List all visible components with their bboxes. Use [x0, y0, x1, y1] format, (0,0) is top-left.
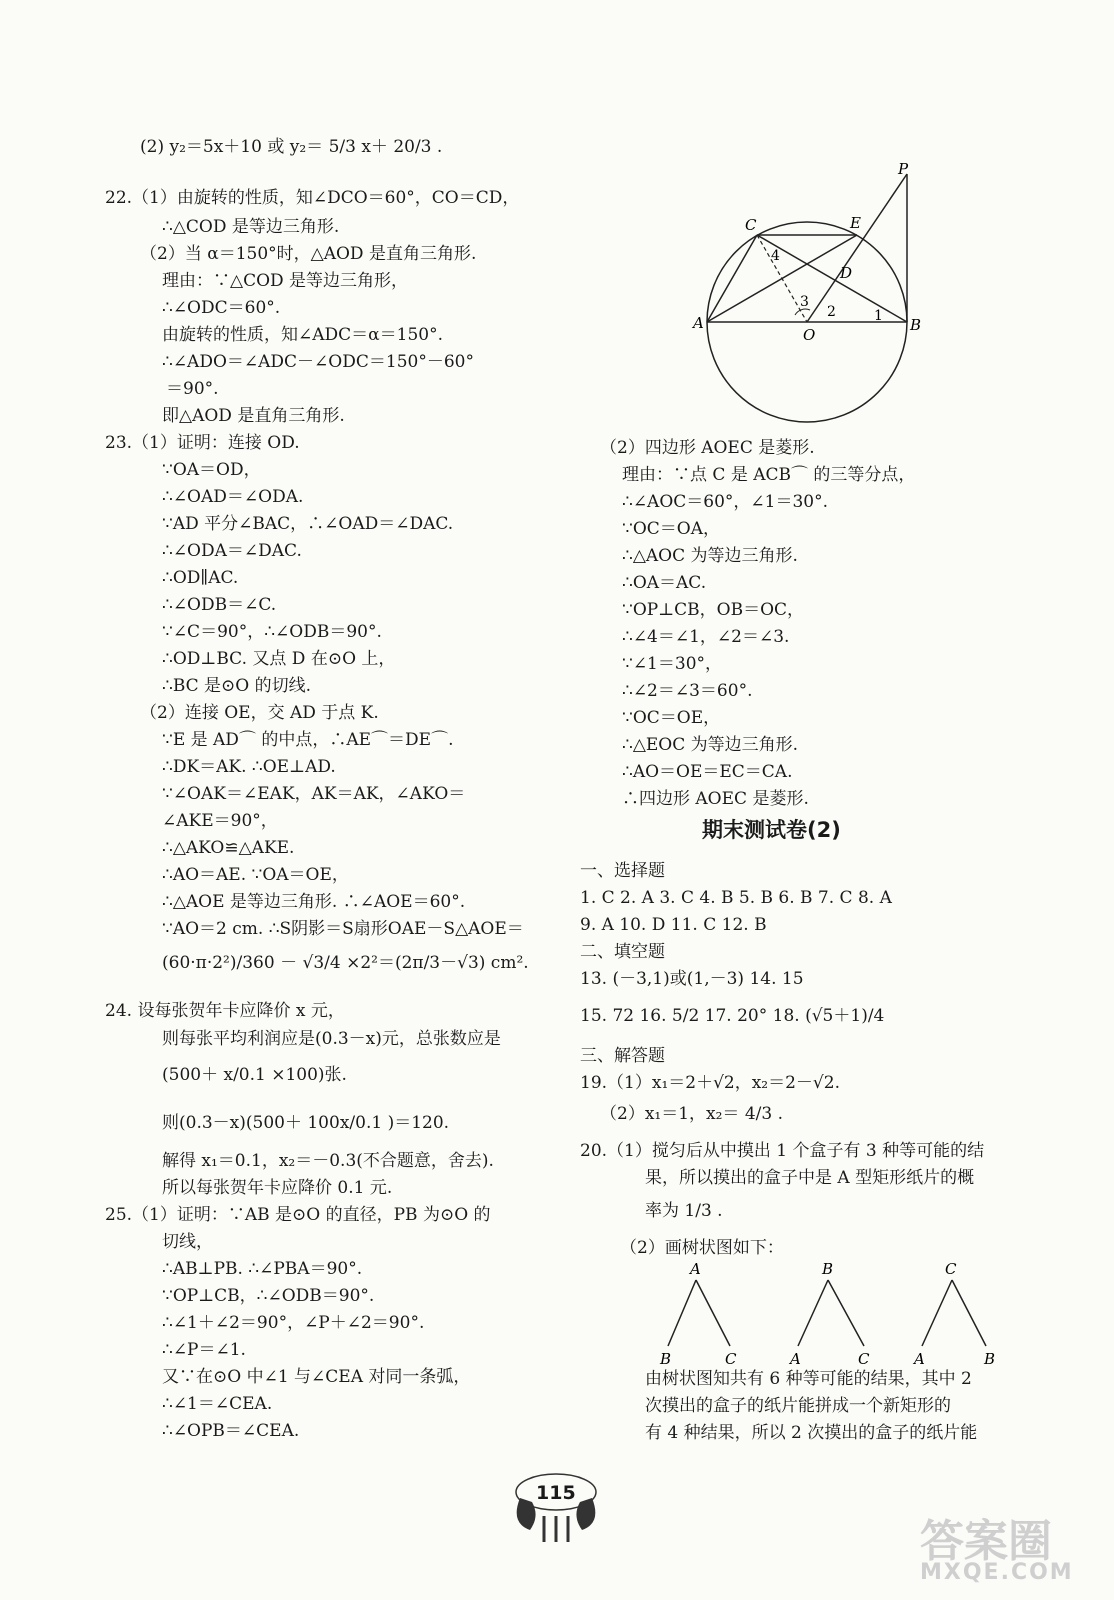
tree-root: B [822, 1260, 834, 1278]
text-line: ∴∠ODC＝60°. [162, 298, 281, 318]
text-line: 19.（1）x₁＝2＋√2，x₂＝2－√2. [580, 1073, 840, 1093]
text-line: ∴AO＝AE. ∵OA＝OE， [162, 865, 349, 885]
text-line: 则每张平均利润应是(0.3－x)元，总张数应是 [162, 1029, 501, 1049]
text-line: 9. A 10. D 11. C 12. B [580, 915, 767, 935]
tree-A [659, 1260, 737, 1368]
text-line: ∴OD⊥BC. 又点 D 在⊙O 上， [162, 649, 396, 669]
text-line: ∵∠1＝30°， [622, 654, 723, 674]
text-line: ∵OA＝OD， [162, 460, 261, 480]
text-line: (60·π·2²)/360 － √3/4 ×2²＝(2π/3－√3) cm². [162, 953, 529, 973]
text-line: 一、选择题 [580, 861, 665, 881]
tree-B [788, 1260, 870, 1368]
page-number-ornament [500, 1468, 612, 1548]
text-line: （2）四边形 AOEC 是菱形. [600, 438, 815, 458]
text-line: ∵OC＝OA， [622, 519, 720, 539]
text-line: (500＋ x/0.1 ×100)张. [162, 1065, 347, 1085]
text-line: ∴∠OAD＝∠ODA. [162, 487, 304, 507]
text-line: ∴△EOC 为等边三角形. [622, 735, 799, 755]
text-line: ∵∠C＝90°，∴∠ODB＝90°. [162, 622, 382, 642]
text-line: ∴∠AOC＝60°，∠1＝30°. [622, 492, 829, 512]
text-line: 13. (－3,1)或(1,－3) 14. 15 [580, 969, 804, 989]
text-line: 理由：∵点 C 是 ACB⌒ 的三等分点， [622, 465, 916, 485]
text-line: 24. 设每张贺年卡应降价 x 元， [105, 1001, 345, 1021]
text-line: 切线， [162, 1232, 213, 1252]
text-line: 即△AOD 是直角三角形. [162, 406, 345, 426]
angle-3-label: 3 [800, 294, 809, 310]
text-line: ∴∠P＝∠1. [162, 1340, 246, 1360]
text-line: 由树状图知共有 6 种等可能的结果，其中 2 [645, 1369, 972, 1389]
text-line: ∴AO＝OE＝EC＝CA. [622, 762, 793, 782]
text-line: 15. 72 16. 5/2 17. 20° 18. (√5＋1)/4 [580, 1006, 885, 1026]
text-line: 20.（1）搅匀后从中摸出 1 个盒子有 3 种等可能的结 [580, 1141, 985, 1161]
angle-4-label: 4 [771, 248, 780, 264]
text-line: ∴AB⊥PB. ∴∠PBA＝90°. [162, 1259, 363, 1279]
text-line: ∴OD∥AC. [162, 568, 239, 588]
text-line: ∴△AOE 是等边三角形. ∴∠AOE＝60°. [162, 892, 466, 912]
text-line: 1. C 2. A 3. C 4. B 5. B 6. B 7. C 8. A [580, 888, 892, 908]
text-line: 又∵在⊙O 中∠1 与∠CEA 对同一条弧， [162, 1367, 471, 1387]
tree-leaf: A [790, 1350, 801, 1368]
text-line: （2）连接 OE，交 AD 于点 K. [140, 703, 379, 723]
tree-leaf: C [725, 1350, 737, 1368]
tree-C [912, 1260, 995, 1368]
text-line: ＝90°. [166, 379, 219, 399]
label-P: P [898, 160, 909, 178]
text-line: 则(0.3－x)(500＋ 100x/0.1 )＝120. [162, 1113, 450, 1133]
label-O: O [803, 326, 816, 344]
text-line: 所以每张贺年卡应降价 0.1 元. [162, 1178, 393, 1198]
text-line: （2）当 α＝150°时，△AOD 是直角三角形. [140, 244, 477, 264]
text-line: ∵∠OAK＝∠EAK，AK＝AK，∠AKO＝ [162, 784, 466, 804]
text-line: 次摸出的盒子的纸片能拼成一个新矩形的 [645, 1396, 951, 1416]
text-line: ∴∠OPB＝∠CEA. [162, 1421, 300, 1441]
watermark-url: MXQE.COM [920, 1560, 1074, 1585]
text-line: ∴∠1＝∠CEA. [162, 1394, 273, 1414]
text-line: 解得 x₁＝0.1，x₂＝－0.3(不合题意，舍去). [162, 1151, 494, 1171]
text-line: ∴△AKO≌△AKE. [162, 838, 295, 858]
tree-leaf: A [914, 1350, 925, 1368]
text-line: ∠AKE＝90°， [162, 811, 278, 831]
section-title: 期末测试卷(2) [702, 818, 841, 842]
text-line: ∴四边形 AOEC 是菱形. [622, 789, 809, 809]
text-line: ∴∠1＋∠2＝90°，∠P＋∠2＝90°. [162, 1313, 425, 1333]
text-line: ∴△COD 是等边三角形. [162, 217, 340, 237]
text-line: ∴△AOC 为等边三角形. [622, 546, 798, 566]
angle-2-label: 2 [827, 304, 836, 320]
text-line: ∴BC 是⊙O 的切线. [162, 676, 312, 696]
angle-1-label: 1 [874, 308, 883, 324]
tree-root: C [945, 1260, 957, 1278]
text-line: 果，所以摸出的盒子中是 A 型矩形纸片的概 [645, 1168, 975, 1188]
label-B: B [910, 316, 922, 334]
text-line: 由旋转的性质，知∠ADC＝α＝150°. [162, 325, 443, 345]
watermark-logo: 答案圈 [920, 1516, 1052, 1567]
text-line: ∴∠ODB＝∠C. [162, 595, 277, 615]
tree-leaf: B [660, 1350, 672, 1368]
tree-root: A [690, 1260, 701, 1278]
text-line: （2）画树状图如下： [620, 1238, 784, 1258]
text-line: (2) y₂＝5x＋10 或 y₂＝ 5/3 x＋ 20/3 . [140, 137, 443, 157]
text-line: 23.（1）证明：连接 OD. [105, 433, 300, 453]
text-line: 三、解答题 [580, 1046, 665, 1066]
text-line: ∵OP⊥CB，OB＝OC， [622, 600, 805, 620]
text-line: ∵AD 平分∠BAC，∴∠OAD＝∠DAC. [162, 514, 454, 534]
text-line: 22.（1）由旋转的性质，知∠DCO＝60°，CO＝CD， [105, 188, 520, 208]
tree-leaf: C [858, 1350, 870, 1368]
label-E: E [850, 214, 861, 232]
tree-diagram [650, 1258, 1020, 1368]
text-line: 有 4 种结果，所以 2 次摸出的盒子的纸片能 [645, 1423, 978, 1443]
text-line: 理由：∵△COD 是等边三角形， [162, 271, 409, 291]
text-line: ∴OA＝AC. [622, 573, 707, 593]
label-A: A [693, 314, 704, 332]
label-C: C [745, 216, 757, 234]
text-line: ∴∠4＝∠1，∠2＝∠3. [622, 627, 790, 647]
text-line: （2）x₁＝1，x₂＝ 4/3 . [600, 1104, 784, 1124]
text-line: 二、填空题 [580, 942, 665, 962]
circle-geometry-diagram [690, 160, 930, 430]
text-line: ∴∠ODA＝∠DAC. [162, 541, 302, 561]
text-line: ∴∠ADO＝∠ADC－∠ODC＝150°－60° [162, 352, 474, 372]
text-line: ∵AO＝2 cm. ∴S阴影＝S扇形OAE－S△AOE＝ [162, 919, 524, 939]
text-line: 25.（1）证明：∵AB 是⊙O 的直径，PB 为⊙O 的 [105, 1205, 491, 1225]
text-line: ∴∠2＝∠3＝60°. [622, 681, 753, 701]
text-line: ∵OP⊥CB，∴∠ODB＝90°. [162, 1286, 375, 1306]
text-line: ∵E 是 AD⌒ 的中点，∴AE⌒＝DE⌒. [162, 730, 454, 750]
page-number: 115 [536, 1482, 576, 1504]
text-line: ∵OC＝OE， [622, 708, 721, 728]
label-D: D [840, 264, 853, 282]
tree-leaf: B [984, 1350, 996, 1368]
text-line: 率为 1/3 . [645, 1201, 723, 1221]
text-line: ∴DK＝AK. ∴OE⊥AD. [162, 757, 336, 777]
